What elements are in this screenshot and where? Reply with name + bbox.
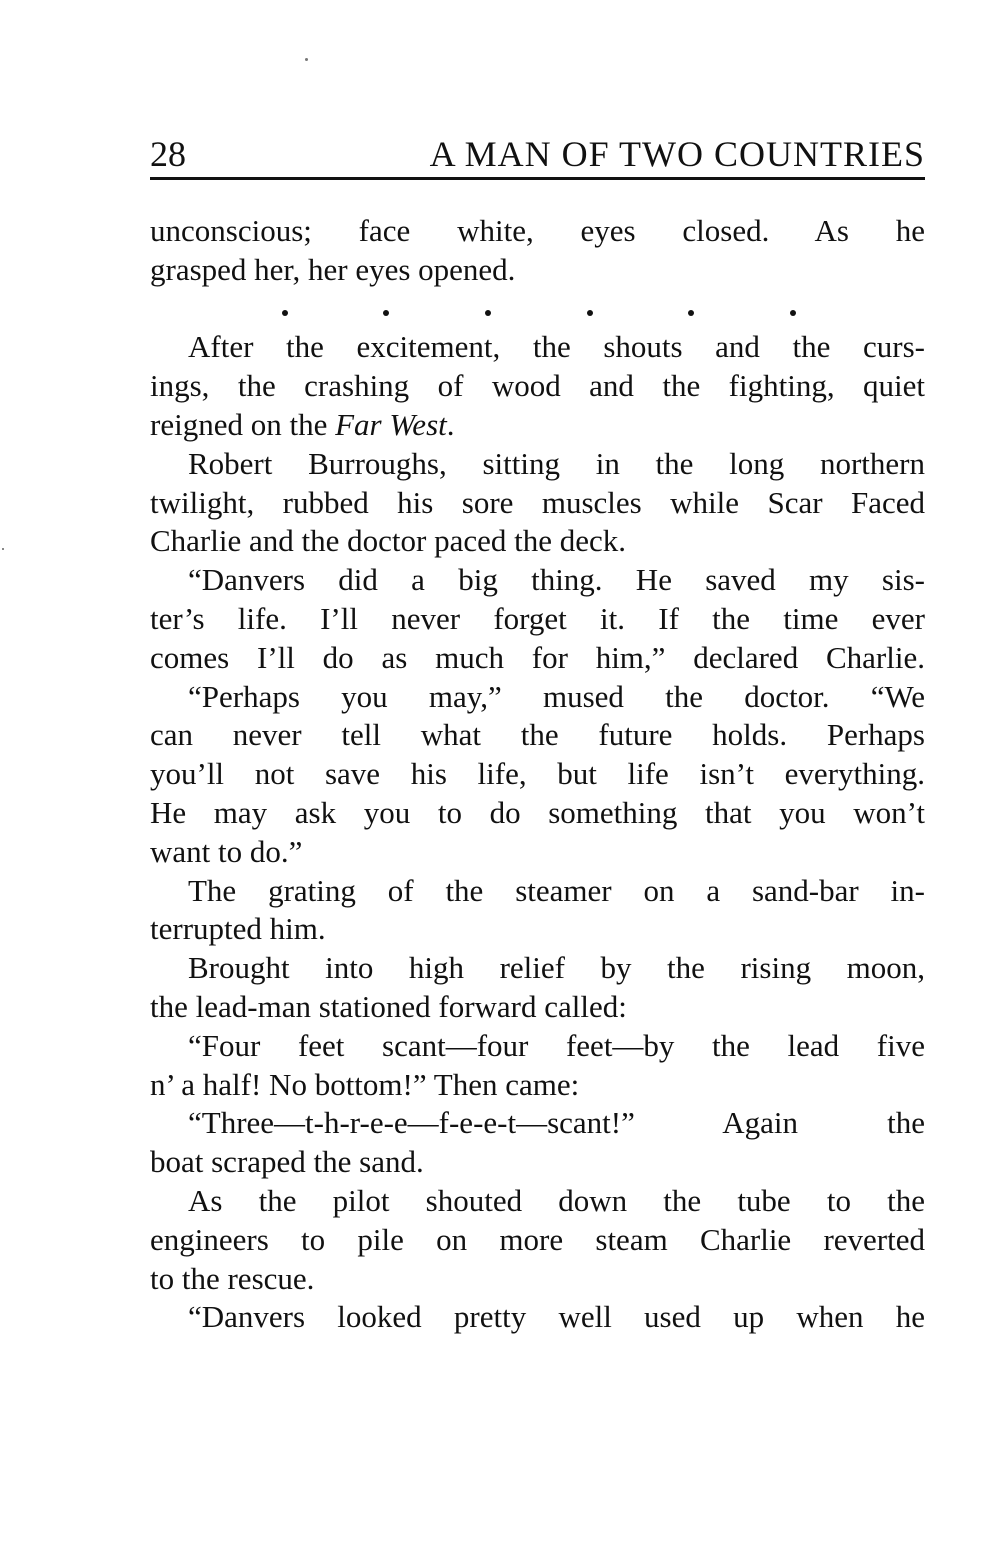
- text-line: “Four feet scant—four feet—by the lead five: [188, 1027, 925, 1063]
- text-line: He may ask you to do something that you won’t: [150, 794, 925, 830]
- header-rule: [150, 177, 925, 180]
- ship-name: Far West: [335, 406, 447, 442]
- text-line: want to do.”: [150, 833, 303, 869]
- text-line: you’ll not save his life, but life isn’t everything.: [150, 756, 925, 792]
- section-break: [150, 290, 925, 329]
- text-line: “Danvers did a big thing. He saved my sis-: [188, 562, 925, 598]
- text-line: “Three—t-h-r-e-e—f-e-e-t—scant!” Again the: [188, 1105, 925, 1141]
- text-line: grasped her, her eyes opened.: [150, 251, 516, 287]
- text-line: engineers to pile on more steam Charlie reverted: [150, 1221, 925, 1257]
- text-line: n’ a half! No bottom!” Then came:: [150, 1066, 580, 1102]
- text-line: The grating of the steamer on a sand-bar in-: [188, 872, 925, 908]
- section-break-dot: [383, 310, 389, 316]
- text-line: After the excitement, the shouts and the curs-: [188, 329, 925, 365]
- text-line: “Perhaps you may,” mused the doctor. “We: [188, 678, 925, 714]
- text-run: reigned on the: [150, 406, 336, 442]
- text-line: boat scraped the sand.: [150, 1144, 424, 1180]
- running-title: A MAN OF TWO COUNTRIES: [429, 134, 925, 174]
- page-number: 28: [150, 134, 186, 174]
- section-break-dot: [790, 310, 796, 316]
- text-run: .: [446, 406, 455, 442]
- text-line: terrupted him.: [150, 911, 326, 947]
- running-header: [150, 132, 925, 176]
- text-line: As the pilot shouted down the tube to the: [188, 1182, 925, 1218]
- text-line: Robert Burroughs, sitting in the long northern: [188, 445, 925, 481]
- text-line: twilight, rubbed his sore muscles while Scar Faced: [150, 484, 925, 520]
- text-line: [150, 406, 925, 445]
- scan-edge-mark: [2, 548, 4, 550]
- text-line: to the rescue.: [150, 1260, 315, 1296]
- section-break-dot: [587, 310, 593, 316]
- text-line: ings, the crashing of wood and the fighting, quiet: [150, 368, 925, 404]
- section-break-dot: [688, 310, 694, 316]
- text-line: Charlie and the doctor paced the deck.: [150, 523, 626, 559]
- text-line: “Danvers looked pretty well used up when he: [188, 1299, 925, 1335]
- text-line: ter’s life. I’ll never forget it. If the time ever: [150, 600, 925, 636]
- ink-speck: [305, 58, 308, 61]
- text-line: the lead-man stationed forward called:: [150, 988, 627, 1024]
- text-line: can never tell what the future holds. Perhaps: [150, 717, 925, 753]
- section-break-dot: [485, 310, 491, 316]
- section-break-dot: [282, 310, 288, 316]
- text-line: comes I’ll do as much for him,” declared Charlie.: [150, 639, 925, 675]
- text-line: Brought into high relief by the rising moon,: [188, 950, 925, 986]
- text-line: unconscious; face white, eyes closed. As he: [150, 213, 925, 248]
- page-body: [150, 212, 925, 1337]
